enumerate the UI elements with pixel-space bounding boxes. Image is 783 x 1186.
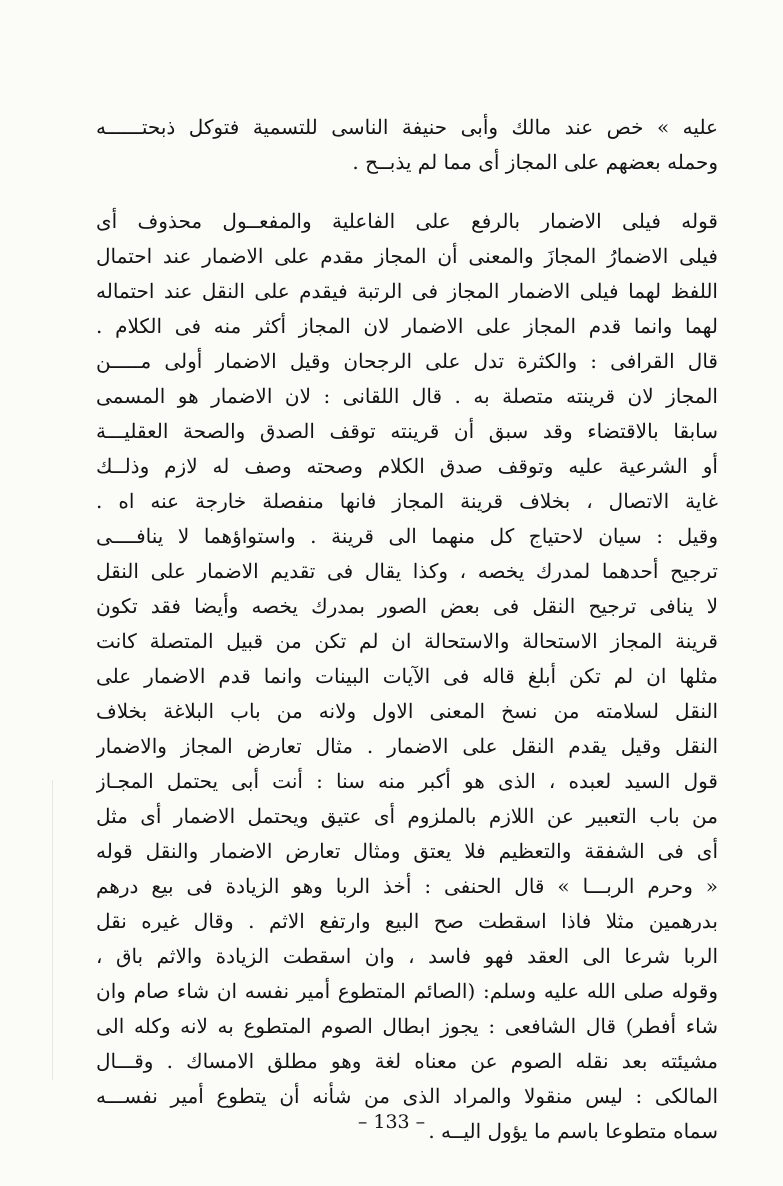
text-line: وحمله بعضهم على المجاز أى مما لم يذبــح . [352, 150, 718, 174]
text-line: ترجيح أحدهما لمدرك يخصه ، وكذا يقال فى تقديم الاضمار على النقل [96, 559, 718, 583]
page-number: – 133 – [357, 1111, 426, 1133]
text-line: أو الشرعية عليه وتوقف صدق الكلام وصحته وصف له لازم وذلــك [96, 454, 718, 478]
text-line: سماه متطوعا باسم ما يؤول اليــه . [428, 1119, 718, 1143]
text-line: « وحرم الربـــا » قال الحنفى : أخذ الربا وهو الزيادة فى بيع درهم [96, 874, 718, 898]
paragraph-1 [96, 110, 718, 180]
text-line: اللفظ لهما فيلى الاضمار المجاز فى الرتبة فيقدم على النقل عند احتماله [96, 279, 718, 303]
text-line: النقل لسلامته من نسخ المعنى الاول ولانه من باب البلاغة بخلاف [96, 699, 718, 723]
text-line: عليه » خص عند مالك وأبى حنيفة الناسى للتسمية فتوكل ذبحتــــــه [96, 115, 718, 139]
text-line: المالكى : ليس منقولا والمراد الذى من شأنه أن يتطوع أمير نفســـه [96, 1084, 718, 1108]
paragraph-2 [96, 204, 718, 1149]
text-line: فيلى الاضمارُ المجازَ والمعنى أن المجاز مقدم على الاضمار عند احتمال [96, 244, 718, 268]
text-line: وقوله صلى الله عليه وسلم: (الصائم المتطوع أمير نفسه ان شاء صام وان [96, 979, 718, 1003]
text-line: غاية الاتصال ، بخلاف قرينة المجاز فانها منفصلة خارجة عنه اه . [96, 489, 718, 513]
text-line: قوله فيلى الاضمار بالرفع على الفاعلية والمفعــول محذوف أى [96, 209, 718, 233]
text-line: قول السيد لعبده ، الذى هو أكبر منه سنا : أنت أبى يحتمل المجـاز [96, 769, 718, 793]
text-line: لا ينافى ترجيح النقل فى بعض الصور بمدرك يخصه وأيضا فقد تكون [96, 594, 718, 618]
text-line: شاء أفطر) قال الشافعى : يجوز ابطال الصوم المتطوع به لانه وكله الى [96, 1014, 718, 1038]
text-line: النقل وقيل يقدم النقل على الاضمار . مثال تعارض المجاز والاضمار [96, 734, 718, 758]
text-line: سابقا بالاقتضاء وقد سبق أن قرينته توقف الصدق والصحة العقليـــة [96, 419, 718, 443]
text-line: لهما وانما قدم المجاز على الاضمار لان المجاز أكثر منه فى الكلام . [96, 314, 718, 338]
text-line: مثلها ان لم تكن أبلغ قاله فى الآيات البينات وانما قدم الاضمار على [96, 664, 718, 688]
text-line: الربا شرعا الى العقد فهو فاسد ، وان اسقطت الزيادة والاثم باق ، [96, 944, 718, 968]
text-line: مشيئته بعد نقله الصوم عن معناه لغة وهو مطلق الامساك . وقـــال [96, 1049, 718, 1073]
binding-shadow [52, 780, 53, 1080]
text-line: قال القرافى : والكثرة تدل على الرجحان وقيل الاضمار أولى مـــــن [96, 349, 718, 373]
text-line: المجاز لان قرينته متصلة به . قال اللقانى : لان الاضمار هو المسمى [96, 384, 718, 408]
text-line: من باب التعبير عن اللازم بالملزوم أى عتيق ويحتمل الاضمار أى مثل [96, 804, 718, 828]
text-line: وقيل : سيان لاحتياج كل منهما الى قرينة . واستواؤهما لا ينافــــى [96, 524, 718, 548]
text-line: بدرهمين مثلا فاذا اسقطت صح البيع وارتفع الاثم . وقال غيره نقل [96, 909, 718, 933]
text-line: قرينة المجاز الاستحالة والاستحالة ان لم تكن من قبيل المتصلة كانت [96, 629, 718, 653]
text-line: أى فى الشفقة والتعظيم فلا يعتق ومثال تعارض الاضمار والنقل قوله [96, 839, 718, 863]
